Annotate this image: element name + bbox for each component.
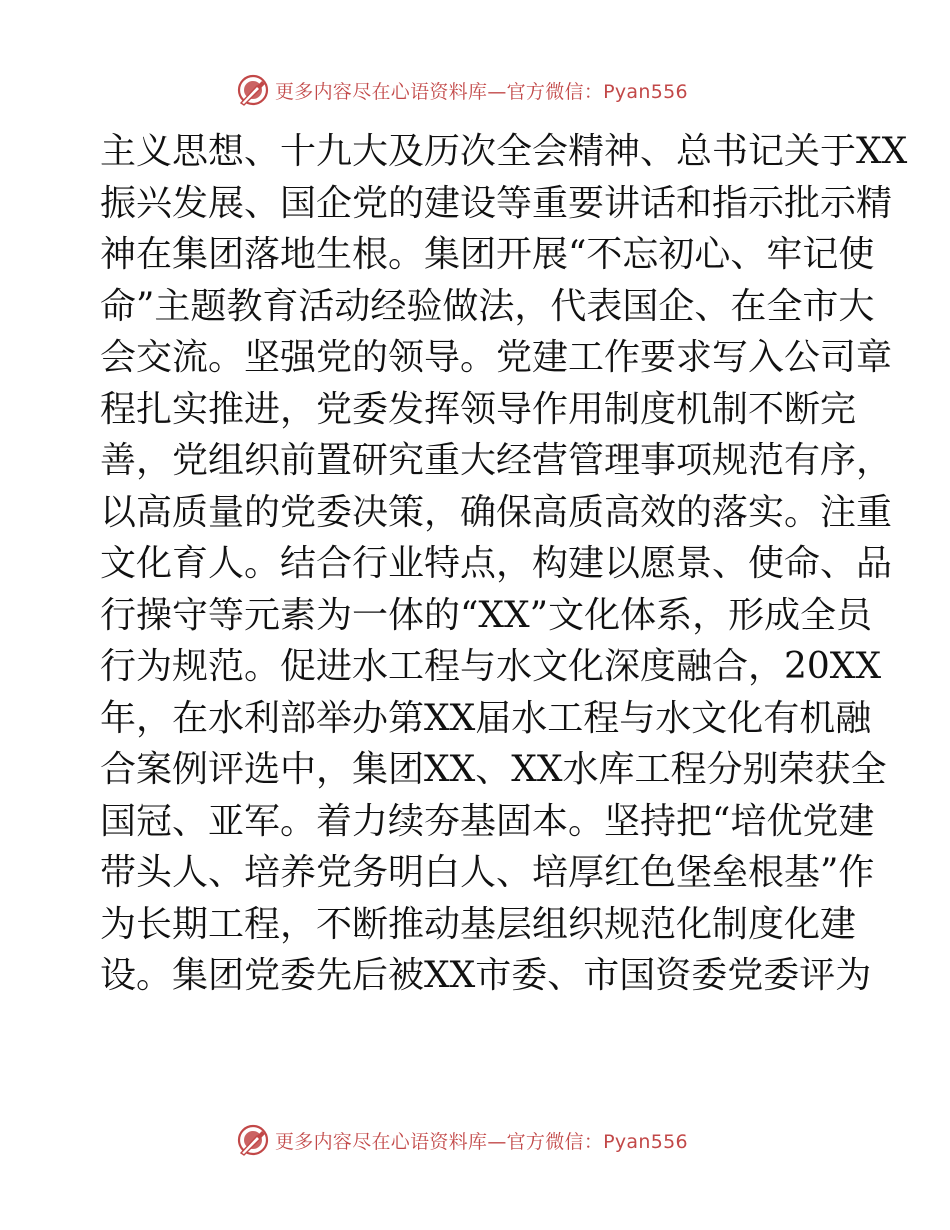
header-watermark	[235, 72, 688, 108]
watermark-brand: 更多内容尽在心语资料库	[275, 1130, 488, 1153]
watermark-brand: 更多内容尽在心语资料库	[275, 80, 488, 103]
footer-watermark	[235, 1122, 688, 1158]
text-line: 善，党组织前置研究重大经营管理事项规范有序，	[100, 440, 893, 481]
text-line: 年，在水利部举办第XX届水工程与水文化有机融	[100, 697, 872, 739]
watermark-wechat: 官方微信：Pyan556	[506, 1130, 688, 1153]
text-line: 振兴发展、国企党的建设等重要讲话和指示批示精	[100, 182, 893, 224]
text-line: 主义思想、十九大及历次全会精神、总书记关于XX	[100, 131, 908, 172]
text-line: 神在集团落地生根。集团开展“不忘初心、牢记使	[100, 234, 875, 275]
body-paragraph	[100, 126, 908, 1002]
watermark-text	[275, 77, 688, 104]
watermark-wechat: 官方微信：Pyan556	[506, 80, 688, 103]
text-line: 行操守等元素为一体的“XX”文化体系，形成全员	[100, 594, 873, 636]
text-line: 合案例评选中，集团XX、XX水库工程分别荣获全	[100, 749, 887, 790]
text-line: 以高质量的党委决策，确保高质高效的落实。注重	[100, 491, 893, 533]
text-line: 程扎实推进，党委发挥领导作用制度机制不断完	[100, 388, 857, 430]
pen-logo-icon	[235, 1122, 271, 1158]
text-line: 设。集团党委先后被XX市委、市国资委党委评为	[100, 955, 872, 996]
text-line: 带头人、培养党务明白人、培厚红色堡垒根基”作	[100, 852, 875, 893]
text-line: 文化育人。结合行业特点，构建以愿景、使命、品	[100, 543, 893, 584]
text-line: 国冠、亚军。着力续夯基固本。坚持把“培优党建	[100, 800, 875, 842]
watermark-separator: —	[487, 80, 507, 103]
pen-logo-icon	[235, 72, 271, 108]
text-line: 会交流。坚强党的领导。党建工作要求写入公司章	[100, 337, 893, 378]
text-line: 为长期工程，不断推动基层组织规范化制度化建	[100, 903, 857, 945]
text-line: 命”主题教育活动经验做法，代表国企、在全市大	[100, 285, 875, 327]
watermark-text	[275, 1127, 688, 1154]
watermark-separator: —	[487, 1130, 507, 1153]
text-line: 行为规范。促进水工程与水文化深度融合，20XX	[100, 646, 882, 687]
